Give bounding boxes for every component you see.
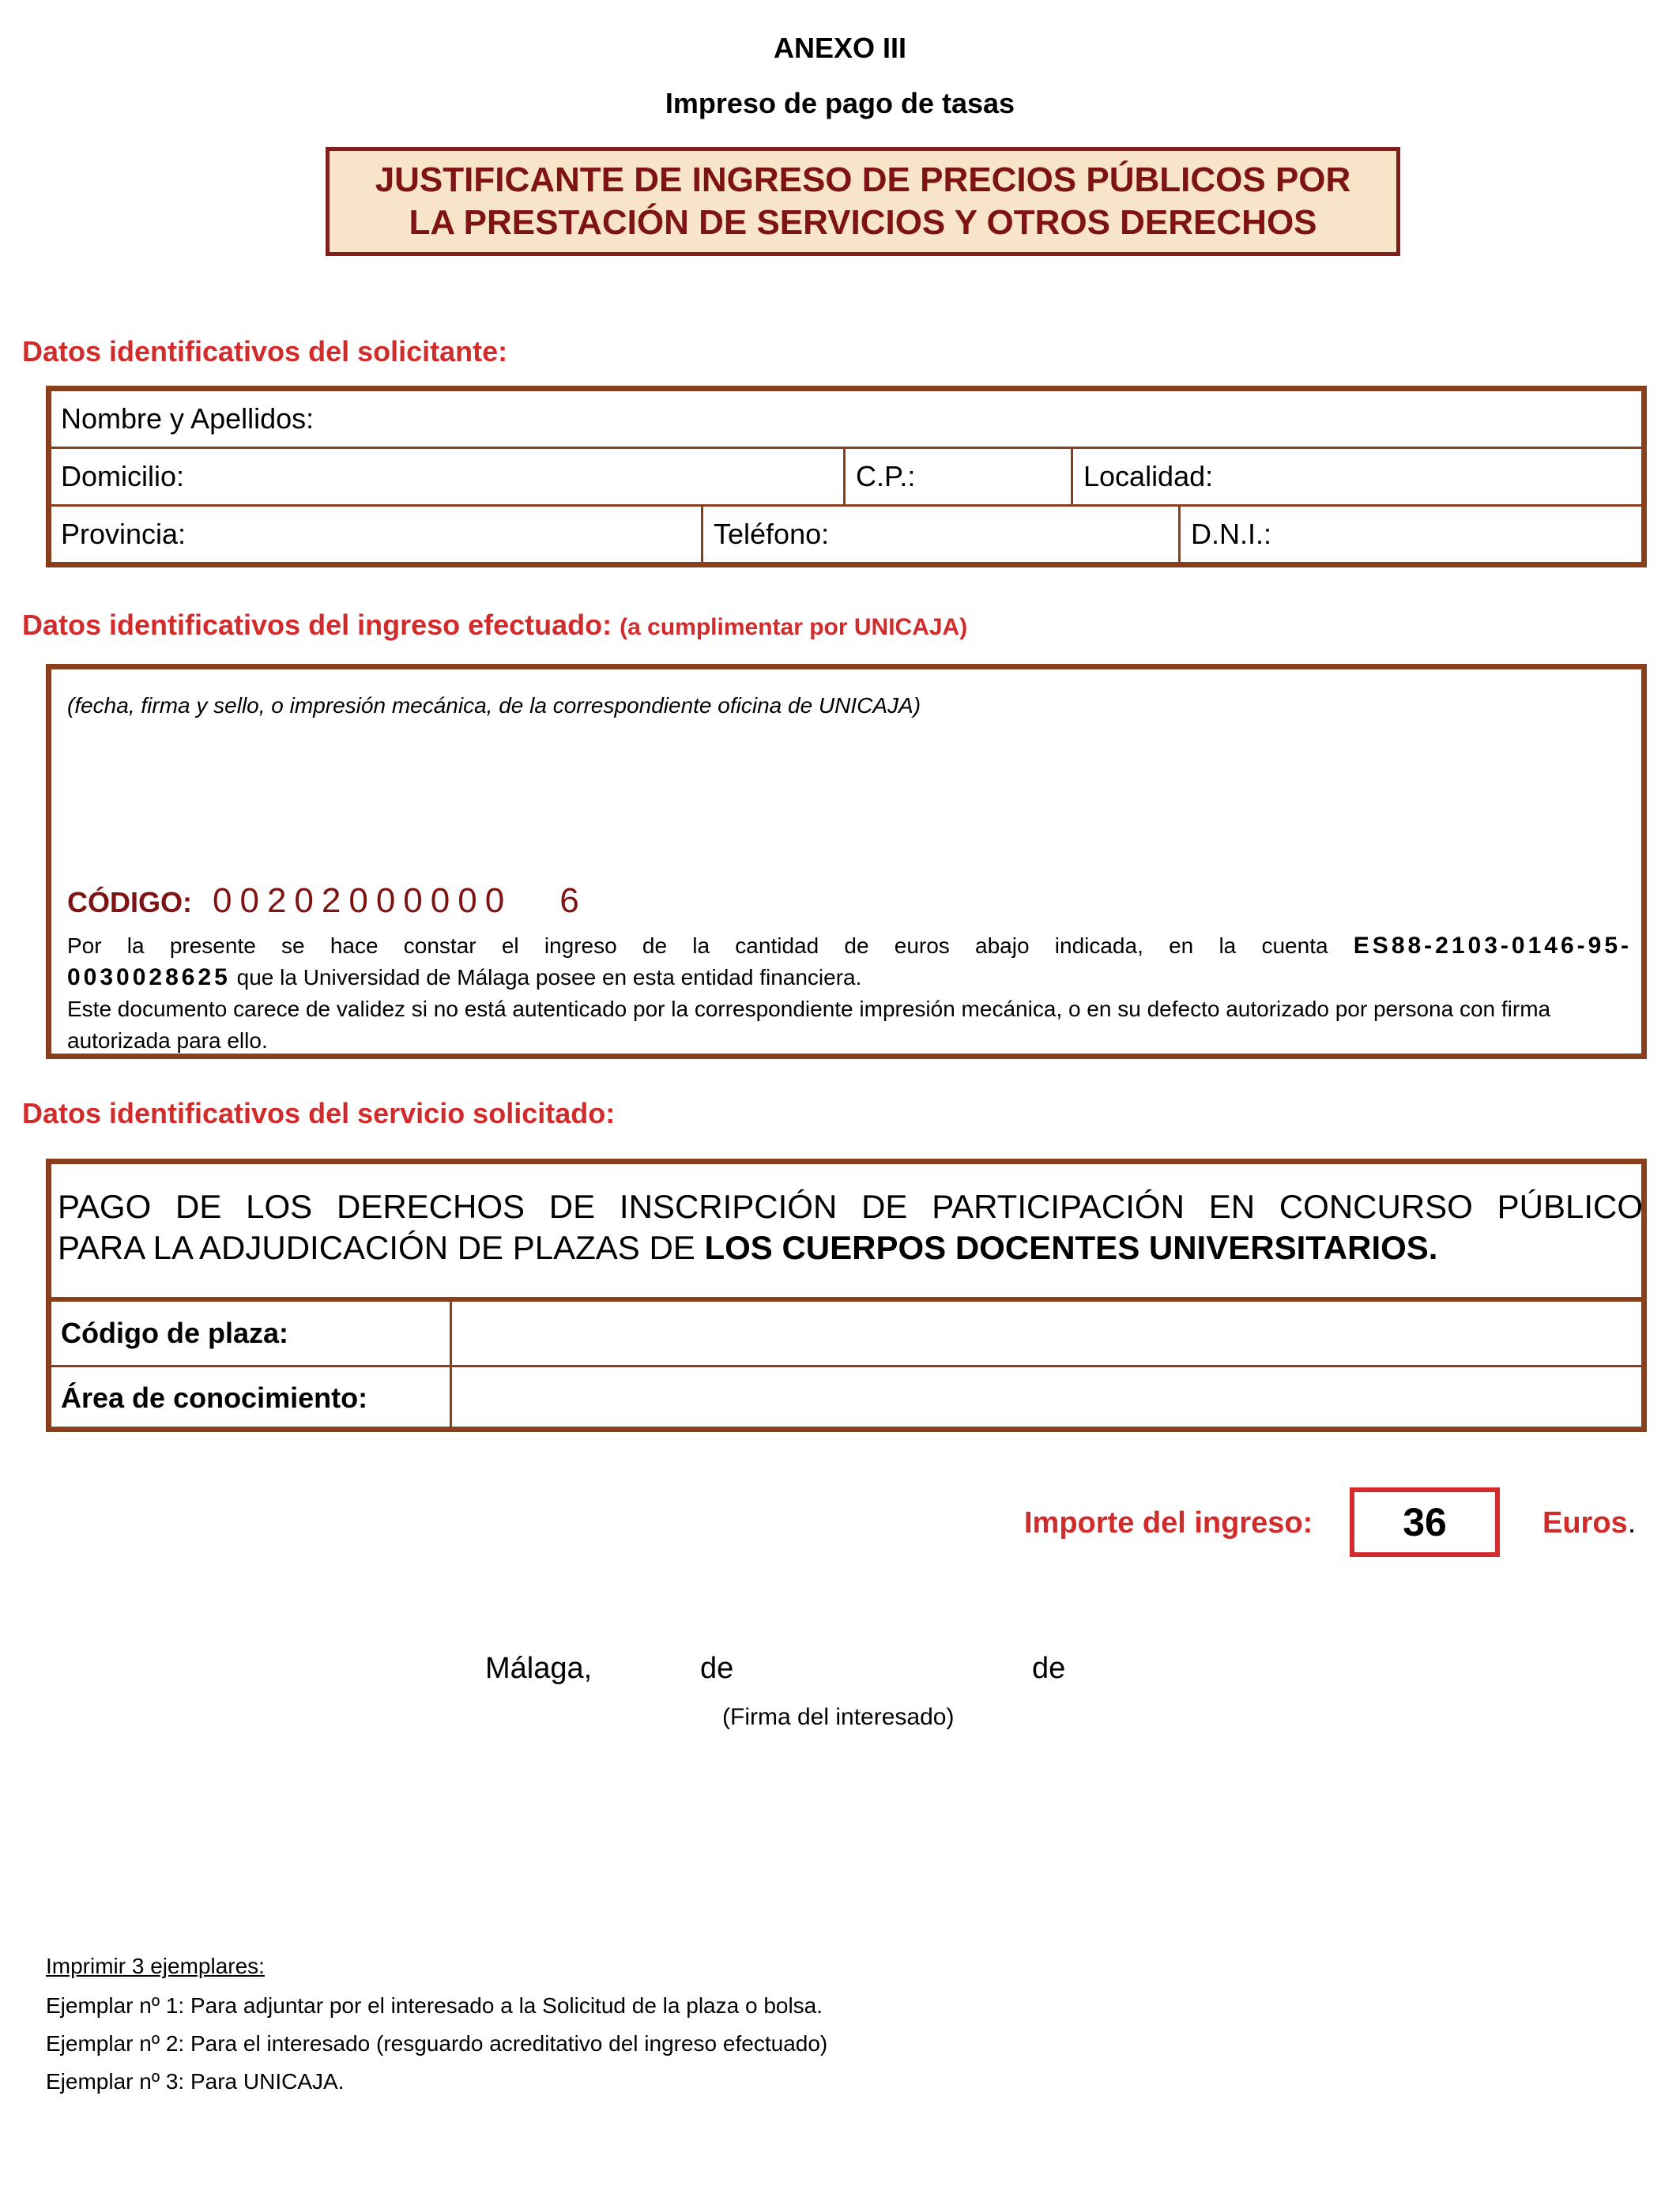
amount-label: Importe del ingreso: bbox=[1024, 1506, 1313, 1540]
applicant-section-heading: Datos identificativos del solicitante: bbox=[22, 335, 508, 368]
service-description bbox=[58, 1186, 1643, 1269]
divider bbox=[1071, 449, 1073, 504]
code-value: 00202000000 bbox=[213, 881, 513, 920]
payment-section-heading bbox=[22, 609, 967, 642]
account-number-part-1: ES88-2103-0146-95- bbox=[1353, 933, 1632, 959]
id-number-field[interactable]: D.N.I.: bbox=[1191, 518, 1272, 550]
payment-statement-line-1 bbox=[67, 930, 1632, 962]
service-form bbox=[46, 1159, 1647, 1432]
service-description-line-2 bbox=[58, 1227, 1643, 1269]
service-desc-bold: LOS CUERPOS DOCENTES UNIVERSITARIOS. bbox=[704, 1229, 1438, 1266]
document-title-line-1: JUSTIFICANTE DE INGRESO DE PRECIOS PÚBLICOS POR bbox=[375, 160, 1351, 199]
divider bbox=[51, 504, 1641, 507]
payment-heading-text: Datos identificativos del ingreso efectuado: bbox=[22, 609, 612, 641]
locality-field[interactable]: Localidad: bbox=[1083, 460, 1214, 492]
payment-statement bbox=[67, 930, 1632, 1057]
signature-de-2: de bbox=[1032, 1652, 1066, 1685]
payment-form bbox=[46, 664, 1647, 1059]
postal-code-field[interactable]: C.P.: bbox=[856, 460, 916, 492]
payment-text-part-2: que la Universidad de Málaga posee en esta entidad financiera. bbox=[236, 965, 862, 990]
document-title-box bbox=[326, 147, 1400, 256]
divider bbox=[450, 1302, 452, 1427]
service-section-heading: Datos identificativos del servicio solicitado: bbox=[22, 1097, 616, 1129]
validity-note: Este documento carece de validez si no está autenticado por la correspondiente impresión mecánica, o en su defecto autorizado por persona con firma autorizada para ello. bbox=[67, 997, 1551, 1053]
copies-title: Imprimir 3 ejemplares: bbox=[46, 1954, 265, 1978]
address-field[interactable]: Domicilio: bbox=[61, 460, 185, 492]
signature-city: Málaga, bbox=[485, 1652, 593, 1685]
code-check-digit: 6 bbox=[559, 881, 579, 920]
payment-statement-line-2 bbox=[67, 962, 1632, 993]
account-number-part-2: 0030028625 bbox=[67, 964, 231, 990]
divider bbox=[843, 449, 846, 504]
signature-note: (Firma del interesado) bbox=[722, 1704, 955, 1730]
knowledge-area-input[interactable] bbox=[453, 1367, 1638, 1429]
signature-de-1: de bbox=[700, 1652, 734, 1685]
currency-period: . bbox=[1627, 1506, 1637, 1540]
service-description-line-1: PAGO DE LOS DERECHOS DE INSCRIPCIÓN DE PARTICIPACIÓN EN CONCURSO PÚBLICO bbox=[58, 1188, 1643, 1225]
divider bbox=[701, 507, 703, 562]
divider bbox=[51, 447, 1641, 449]
divider bbox=[1178, 507, 1181, 562]
payment-heading-note: (a cumplimentar por UNICAJA) bbox=[620, 614, 968, 640]
document-subtitle: Impreso de pago de tasas bbox=[665, 87, 1015, 119]
name-field[interactable]: Nombre y Apellidos: bbox=[61, 402, 315, 435]
knowledge-area-label: Área de conocimiento: bbox=[61, 1382, 368, 1414]
amount-currency bbox=[1543, 1506, 1636, 1540]
currency-text: Euros bbox=[1543, 1506, 1628, 1540]
position-code-label: Código de plaza: bbox=[61, 1317, 288, 1349]
phone-field[interactable]: Teléfono: bbox=[714, 518, 830, 550]
stamp-note: (fecha, firma y sello, o impresión mecánica, de la correspondiente oficina de UNICAJA) bbox=[67, 693, 921, 718]
province-field[interactable]: Provincia: bbox=[61, 518, 186, 550]
annex-title: ANEXO III bbox=[773, 32, 907, 64]
code-label: CÓDIGO: bbox=[67, 886, 192, 918]
service-desc-normal: PARA LA ADJUDICACIÓN DE PLAZAS DE bbox=[58, 1229, 705, 1266]
amount-value: 36 bbox=[1350, 1487, 1500, 1557]
position-code-input[interactable] bbox=[453, 1302, 1638, 1365]
document-title bbox=[375, 159, 1351, 244]
code-line bbox=[67, 881, 579, 921]
copy-1-note: Ejemplar nº 1: Para adjuntar por el interesado a la Solicitud de la plaza o bolsa. bbox=[46, 1993, 823, 2018]
applicant-form bbox=[46, 386, 1647, 567]
copy-3-note: Ejemplar nº 3: Para UNICAJA. bbox=[46, 2069, 345, 2094]
payment-text-part-1: Por la presente se hace constar el ingreso de la cantidad de euros abajo indicada, en la cuenta bbox=[67, 933, 1328, 958]
document-title-line-2: LA PRESTACIÓN DE SERVICIOS Y OTROS DERECHOS bbox=[409, 203, 1317, 242]
copy-2-note: Ejemplar nº 2: Para el interesado (resguardo acreditativo del ingreso efectuado) bbox=[46, 2031, 828, 2056]
